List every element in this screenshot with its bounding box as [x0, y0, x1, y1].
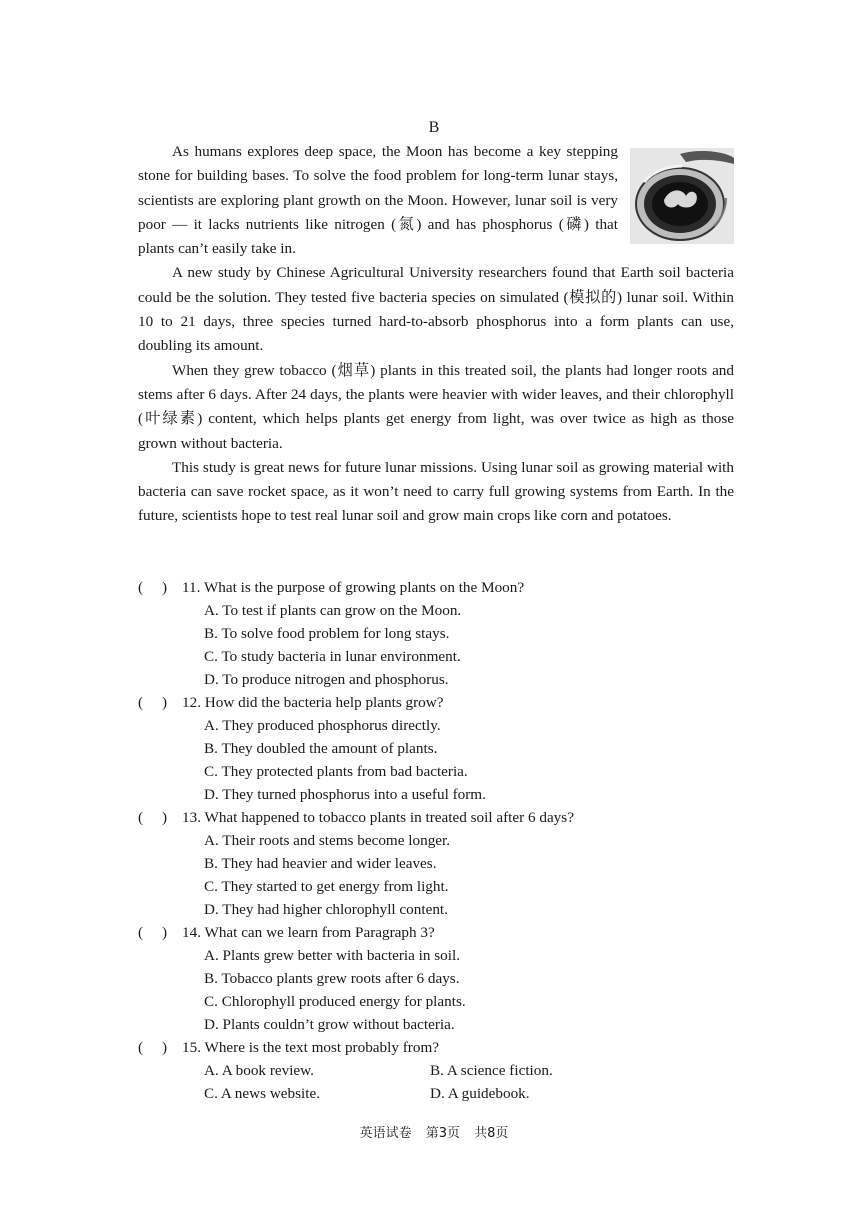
question-list: [138, 576, 738, 1105]
page-footer: [0, 1122, 868, 1141]
section-title: B: [428, 119, 440, 136]
question-stem: 11. What is the purpose of growing plants on the Moon?: [182, 579, 525, 596]
question-12: [138, 691, 738, 806]
option: D. Plants couldn’t grow without bacteria.: [204, 1016, 455, 1033]
question-11: [138, 576, 738, 691]
option: B. To solve food problem for long stays.: [204, 625, 450, 642]
lunar-soil-jar-photo: [630, 148, 734, 244]
option: D. A guidebook.: [430, 1085, 530, 1102]
question-stem: 13. What happened to tobacco plants in treated soil after 6 days?: [182, 809, 574, 826]
option: B. They doubled the amount of plants.: [204, 740, 438, 757]
question-13: [138, 806, 738, 921]
question-stem: 14. What can we learn from Paragraph 3?: [182, 924, 435, 941]
answer-blank[interactable]: ( ): [138, 809, 168, 826]
answer-blank[interactable]: ( ): [138, 924, 168, 941]
paragraph-4: This study is great news for future lunar missions. Using lunar soil as growing material with bacteria can save rocket space, as it won’t need to carry full growing systems from Earth. In the future, scientists hope to test real lunar soil and grow main crops like corn and potatoes.: [138, 458, 734, 525]
paragraph-3: When they grew tobacco (烟草) plants in this treated soil, the plants had longer roots and stems after 6 days. After 24 days, the plants were heavier with wider leaves, and their chlorophyll (叶绿素) content, which helps plants get energy from light, was over twice as high as those grown without bacteria.: [138, 361, 734, 452]
paragraph-2: A new study by Chinese Agricultural University researchers found that Earth soil bacteria could be the solution. They tested five bacteria species on simulated (模拟的) lunar soil. Within 10 to 21 days, three species turned hard-to-absorb phosphorus into a form plants can use, doubling its amount.: [138, 264, 734, 355]
option: D. They had higher chlorophyll content.: [204, 901, 448, 918]
option: C. They started to get energy from light.: [204, 878, 449, 895]
option: C. They protected plants from bad bacteria.: [204, 763, 468, 780]
question-14: [138, 921, 738, 1036]
question-stem: 12. How did the bacteria help plants grow?: [182, 694, 444, 711]
question-stem: 15. Where is the text most probably from?: [182, 1039, 440, 1056]
answer-blank[interactable]: ( ): [138, 1039, 168, 1056]
option: A. They produced phosphorus directly.: [204, 717, 441, 734]
option: A. Plants grew better with bacteria in soil.: [204, 947, 461, 964]
option: B. A science fiction.: [430, 1062, 553, 1079]
paragraph-1: As humans explores deep space, the Moon has become a key stepping stone for building bases. To solve the food problem for long-term lunar stays, scientists are exploring plant growth on the Moon. However, lunar soil is very poor — it lacks nutrients like nitrogen (氮) and has phosphorus (磷) that plants can’t easily take in.: [138, 140, 734, 261]
reading-passage: [138, 140, 734, 529]
option: C. To study bacteria in lunar environment.: [204, 648, 461, 665]
footer-page: 第3页: [425, 1126, 460, 1141]
option: C. Chlorophyll produced energy for plants.: [204, 993, 466, 1010]
option: A. Their roots and stems become longer.: [204, 832, 451, 849]
question-15: [138, 1036, 738, 1105]
option: A. A book review.: [204, 1062, 314, 1079]
option: D. To produce nitrogen and phosphorus.: [204, 671, 449, 688]
option: B. They had heavier and wider leaves.: [204, 855, 437, 872]
option: C. A news website.: [204, 1085, 321, 1102]
footer-total: 共8页: [474, 1126, 509, 1141]
option: B. Tobacco plants grew roots after 6 days.: [204, 970, 460, 987]
answer-blank[interactable]: ( ): [138, 579, 168, 596]
answer-blank[interactable]: ( ): [138, 694, 168, 711]
option: D. They turned phosphorus into a useful form.: [204, 786, 486, 803]
option: A. To test if plants can grow on the Moon.: [204, 602, 462, 619]
footer-subject: 英语试卷: [359, 1126, 412, 1141]
